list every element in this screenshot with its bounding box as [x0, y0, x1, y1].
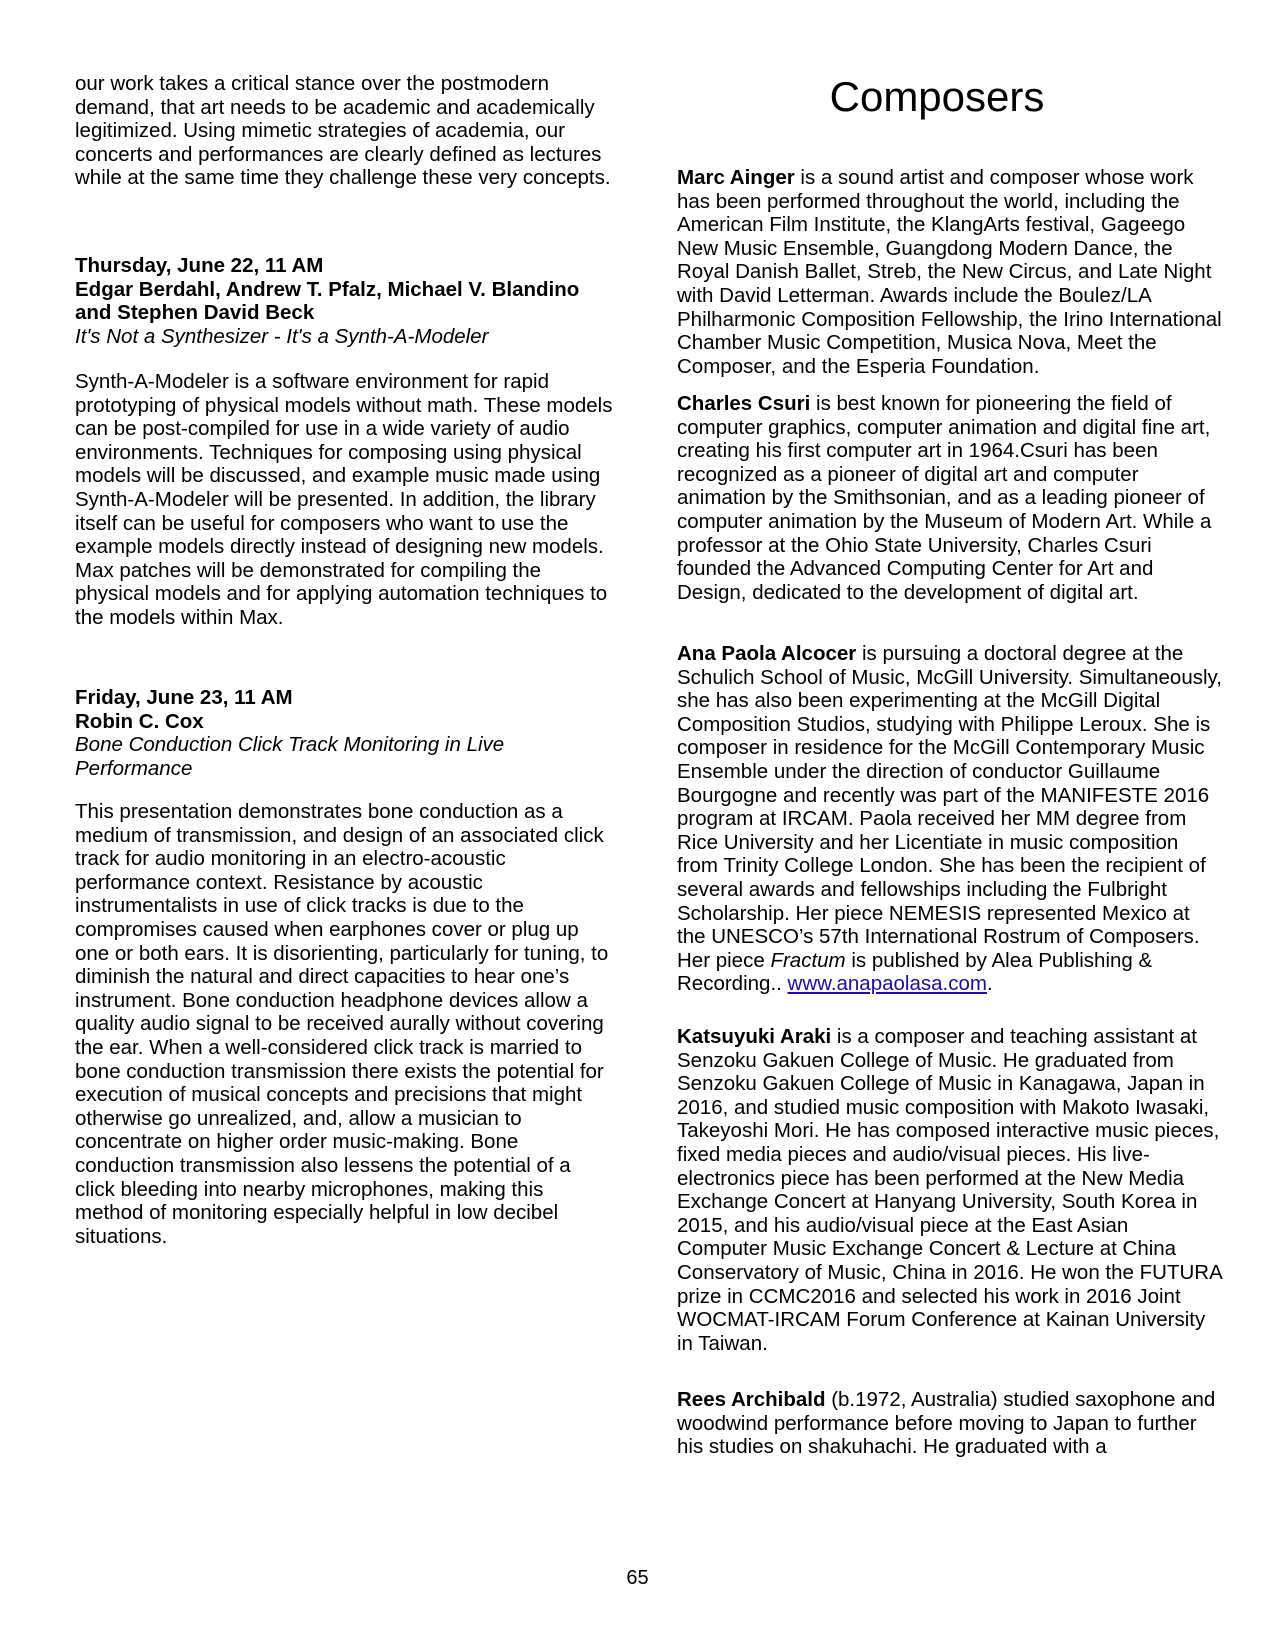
work-title: Fractum	[770, 948, 846, 972]
section-title: Composers	[829, 73, 1045, 120]
composer-name: Charles Csuri	[677, 392, 811, 415]
composer-name: Rees Archibald	[677, 1388, 826, 1411]
composer-bio	[677, 392, 1222, 604]
website-link[interactable]: www.anapaolasa.com	[787, 972, 987, 996]
event-abstract: This presentation demonstrates bone conduction as a medium of transmission, and design of an associated click track for audio monitoring in an electro-acoustic performance context. Resistance by acoustic instrumentalists in use of click tracks is due to the compromises caused when earphones cover or plug up one or both ears. It is disorienting, particularly for tuning, to diminish the natural and direct capacities to hear one’s instrument. Bone conduction headphone devices allow a quality audio signal to be received aurally without covering the ear. When a well-considered click track is married to bone conduction transmission there exists the potential for execution of musical concepts and precisions that might otherwise go unrealized, and, allow a musician to concentrate on higher order music-making. Bone conduction transmission also lessens the potential of a click bleeding into nearby microphones, making this method of monitoring especially helpful in low decibel situations.	[75, 800, 609, 1248]
event-title: It's Not a Synthesizer - It's a Synth-A-Modeler	[75, 324, 489, 348]
composer-bio	[677, 166, 1222, 378]
composer-bio	[677, 1388, 1222, 1459]
event-date: Thursday, June 22, 11 AM	[75, 254, 324, 277]
link-suffix: .	[986, 972, 993, 996]
composer-bio-text: is published by Alea Publishing & Recording..	[677, 948, 1153, 996]
composer-name: Katsuyuki Araki	[677, 1025, 832, 1048]
composer-bio-text: is a sound artist and composer whose work has been performed throughout the world, including the American Film Institute, the KlangArts festival, Gageego New Music Ensemble, Guangdong Modern Dance, the Royal Danish Ballet, Streb, the New Circus, and Late Night with David Letterman. Awards include the Boulez/LA Philharmonic Composition Fellowship, the Irino International Chamber Music Competition, Musica Nova, Meet the Composer, and the Esperia Foundation.	[677, 166, 1222, 378]
composer-name: Marc Ainger	[677, 166, 795, 189]
composer-bio-text: is best known for pioneering the field of computer graphics, computer animation and digital fine art, creating his first computer art in 1964.Csuri has been recognized as a pioneer of digital art and computer animation by the Smithsonian, and as a leading pioneer of computer animation by the Museum of Modern Art. While a professor at the Ohio State University, Charles Csuri founded the Advanced Computing Center for Art and Design, dedicated to the development of digital art.	[677, 392, 1212, 604]
composer-bio-text: is a composer and teaching assistant at Senzoku Gakuen College of Music. He graduated from Senzoku Gakuen College of Music in Kanagawa, Japan in 2016, and studied music composition with Makoto Iwasaki, Takeyoshi Mori. He has composed interactive music pieces, fixed media pieces and audio/visual pieces. His live-electronics piece has been performed at the New Media Exchange Concert at Hanyang University, South Korea in 2015, and his audio/visual piece at the East Asian Computer Music Exchange Concert & Lecture at China Conservatory of Music, China in 2016. He won the FUTURA prize in CCMC2016 and selected his work in 2016 Joint WOCMAT-IRCAM Forum Conference at Kainan University in Taiwan.	[677, 1025, 1222, 1355]
event-title: Bone Conduction Click Track Monitoring in Live Performance	[75, 733, 505, 780]
composer-bio	[677, 1025, 1222, 1355]
event-abstract: Synth-A-Modeler is a software environment for rapid prototyping of physical models without math. These models can be post-compiled for use in a wide variety of audio environments. Techniques for composing using physical models will be discussed, and example music made using Synth-A-Modeler will be presented. In addition, the library itself can be useful for composers who want to use the example models directly instead of designing new models. Max patches will be demonstrated for compiling the physical models and for applying automation techniques to the models within Max.	[75, 370, 613, 629]
event-date: Friday, June 23, 11 AM	[75, 686, 293, 709]
event-presenters: Edgar Berdahl, Andrew T. Pfalz, Michael V. Blandino and Stephen David Beck	[75, 277, 580, 325]
page-number: 65	[626, 1567, 649, 1589]
event-block	[75, 686, 615, 780]
composer-bio	[677, 642, 1222, 996]
composer-bio-text: is pursuing a doctoral degree at the Schulich School of Music, McGill University. Simultaneously, she has also been experimenting at the McGill Digital Composition Studios, studying with Philippe Leroux. She is composer in residence for the McGill Contemporary Music Ensemble under the direction of conductor Guillaume Bourgogne and recently was part of the MANIFESTE 2016 program at IRCAM. Paola received her MM degree from Rice University and her Licentiate in music composition from Trinity College London. She has been the recipient of several awards and fellowships including the Fulbright Scholarship. Her piece NEMESIS represented Mexico at the UNESCO’s 57th International Rostrum of Composers. Her piece	[677, 642, 1222, 972]
event-presenters: Robin C. Cox	[75, 709, 204, 733]
event-block	[75, 254, 615, 348]
composer-bio-text: (b.1972, Australia) studied saxophone and woodwind performance before moving to Japan to further his studies on shakuhachi. He graduated with a	[677, 1388, 1216, 1459]
composer-name: Ana Paola Alcocer	[677, 642, 857, 665]
intro-paragraph: our work takes a critical stance over the postmodern demand, that art needs to be academic and academically legitimized. Using mimetic strategies of academia, our concerts and performances are clearly defined as lectures while at the same time they challenge these very concepts.	[75, 72, 611, 190]
